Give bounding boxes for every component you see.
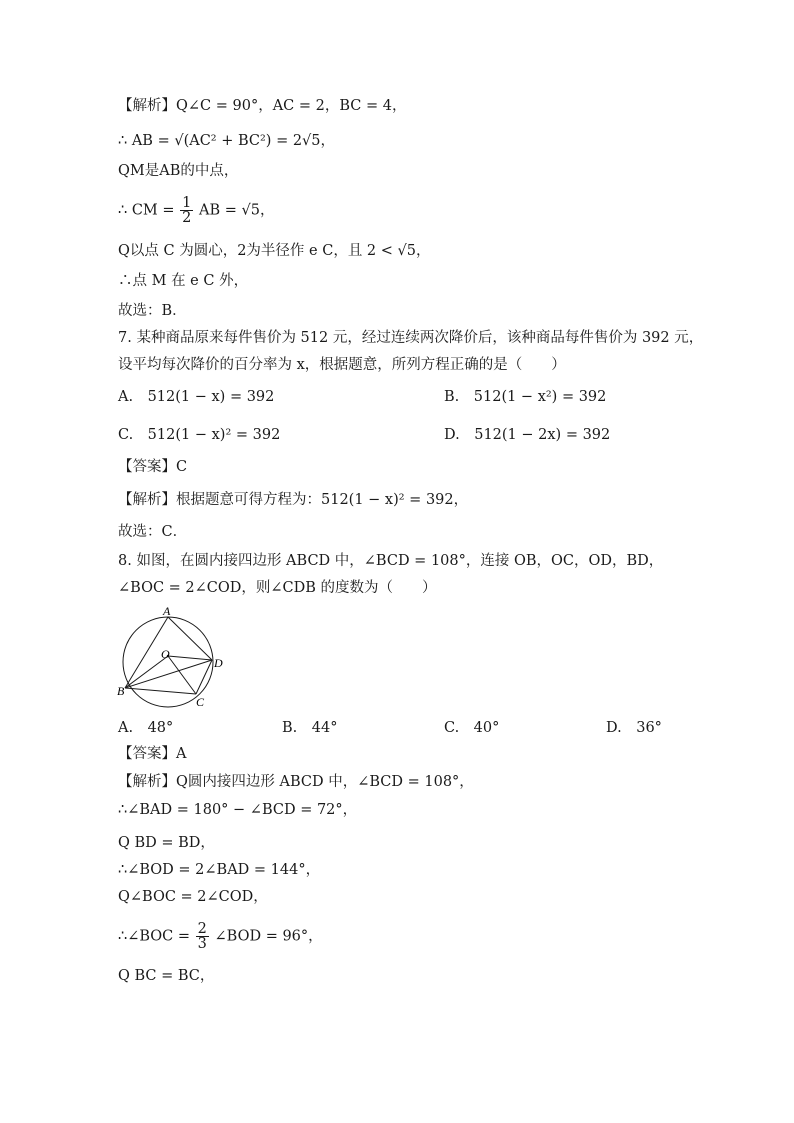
q7-choose: 故选：C．	[118, 524, 188, 540]
label-o: O	[161, 647, 170, 661]
q7-analysis: 【解析】根据题意可得方程为：512(1 − x)² = 392，	[118, 492, 469, 508]
q8-fraction-den: 3	[197, 936, 207, 952]
q6-fraction-den: 2	[182, 210, 192, 226]
q7-option-a: A. 512(1 − x) = 392	[118, 389, 275, 405]
q7-stem-line2: 设平均每次降价的百分率为 x，根据题意，所列方程正确的是（ ）	[118, 357, 566, 373]
q7-option-d: D. 512(1 − 2x) = 392	[444, 427, 611, 443]
q8-stem-line2: ∠BOC = 2∠COD，则∠CDB 的度数为（ ）	[118, 580, 437, 596]
segment-ad	[168, 617, 212, 660]
q8-answer: 【答案】A	[118, 746, 187, 762]
label-c: C	[196, 695, 205, 709]
q7-stem-line1: 7. 某种商品原来每件售价为 512 元，经过连续两次降价后，该种商品每件售价为 392 元，	[118, 330, 704, 346]
segment-bd	[125, 660, 212, 688]
q6-analysis-line7: 故选：B．	[118, 303, 187, 319]
q8-analysis-line1: 【解析】Q圆内接四边形 ABCD 中，∠BCD = 108°，	[118, 774, 474, 790]
q6-analysis-line4	[118, 196, 274, 225]
q6-analysis-line5: Q以点 C 为圆心，2为半径作 e C，且 2 < √5，	[118, 243, 431, 259]
q6-fraction	[180, 196, 193, 225]
q8-analysis-line2: ∴∠BAD = 180° − ∠BCD = 72°，	[118, 802, 358, 818]
q6-fraction-num: 1	[182, 195, 192, 211]
q8-option-b: B. 44°	[282, 720, 338, 736]
q8-option-a: A. 48°	[118, 720, 174, 736]
q6-analysis-line1: 【解析】Q∠C = 90°，AC = 2，BC = 4，	[118, 98, 407, 114]
q7-option-b: B. 512(1 − x²) = 392	[444, 389, 607, 405]
segment-oc	[168, 656, 196, 694]
figure-circle	[123, 617, 213, 707]
q8-option-c: C. 40°	[444, 720, 500, 736]
q6-analysis-line3: QM是AB的中点，	[118, 163, 239, 179]
q8-analysis-line4: ∴∠BOD = 2∠BAD = 144°，	[118, 862, 321, 878]
label-d: D	[214, 656, 223, 670]
q8-fraction	[196, 922, 209, 951]
q8-fraction-num: 2	[197, 921, 207, 937]
q6-analysis-line6: ∴点 M 在 e C 外，	[118, 273, 249, 289]
q8-analysis-line3: Q BD = BD，	[118, 835, 215, 851]
q6-analysis-line2: ∴ AB = √(AC² + BC²) = 2√5，	[118, 133, 336, 149]
q6-line4-post: AB = √5，	[199, 202, 275, 219]
q8-analysis-line6	[118, 922, 323, 951]
q7-option-c: C. 512(1 − x)² = 392	[118, 427, 281, 443]
segment-od	[168, 656, 212, 660]
q8-analysis-line7: Q BC = BC，	[118, 968, 215, 984]
label-a: A	[163, 604, 171, 618]
q8-analysis-line5: Q∠BOC = 2∠COD，	[118, 889, 268, 905]
q8-stem-line1: 8. 如图，在圆内接四边形 ABCD 中，∠BCD = 108°，连接 OB，OC，OD，BD，	[118, 553, 664, 569]
q8-line6-post: ∠BOD = 96°，	[214, 928, 323, 945]
q6-line4-pre: ∴ CM =	[118, 202, 175, 219]
q8-line6-pre: ∴∠BOC =	[118, 928, 191, 945]
q8-circle-figure	[116, 604, 228, 710]
q7-answer: 【答案】C	[118, 459, 188, 475]
q8-option-d: D. 36°	[606, 720, 662, 736]
label-b: B	[117, 684, 125, 698]
